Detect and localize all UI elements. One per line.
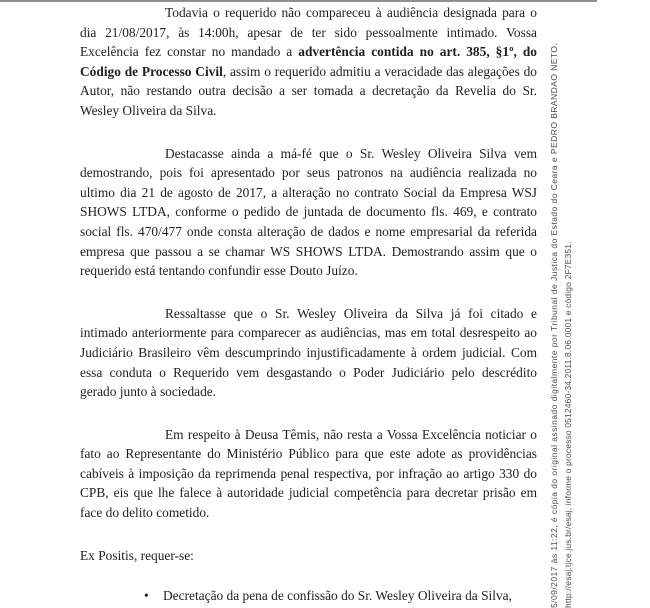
paragraph-ministerio-publico: Em respeito à Deusa Têmis, não resta a Vossa Excelência noticiar o fato ao Representante do Ministério Público para que este adote as providências cabíveis à imposição da reprimenda penal respectiva, por infração ao artigo 330 do CPB, eis que lhe falece à autoridade judicial competência para decretar prisão em face do delito cometido. (80, 426, 537, 521)
paragraph-ex-positis: Ex Positis, requer-se: (80, 547, 194, 563)
signature-stamp-line-2: http://esaj.tjce.jus.br/esaj, informe o processo 0512460-34.2011.8.06.0001 e código 2F7E351. (563, 241, 573, 608)
paragraph-desrespeito: Ressaltasse que o Sr. Wesley Oliveira da Silva já foi citado e intimado anteriormente para comparecer as audiências, mas em total desrespeito ao Judiciário Brasileiro vêm descumprindo injustificadamente à ordem judicial. Com essa conduta o Requerido vem desgastando o Poder Judiciário pelo descrédito gerado junto à sociedade. (80, 305, 537, 400)
list-item-text: Decretação da pena de confissão do Sr. Wesley Oliveira da Silva, (163, 588, 512, 604)
paragraph-revelia: Todavia o requerido não compareceu à audiência designada para o dia 21/08/2017, às 14:00h, apesar de ter sido pessoalmente intimado. Vossa Excelência fez constar no mandado a advertência contida no art. 385, §1º, do Código de Processo Civil, assim o requerido admitiu a veracidade das alegações do Autor, não restando outra decisão a ser tomada a decretação da Revelia do Sr. Wesley Oliveira da Silva. (80, 5, 537, 118)
bullet-icon: • (144, 588, 149, 604)
list-item (80, 586, 537, 606)
paragraph-ma-fe: Destacasse ainda a má-fé que o Sr. Wesley Oliveira Silva vem demostrando, pois foi apresentado por seus patronos na audiência realizada no ultimo dia 21 de agosto de 2017, a alteração no contrato Social da Empresa WSJ SHOWS LTDA, conforme o pedido de juntada de documento fls. 469, e contrato social fls. 470/477 onde consta alteração de dados e nome empresarial da referida empresa que passou a se chamar WS SHOWS LTDA. Demostrando assim que o requerido está tentando confundir esse Douto Juízo. (80, 145, 537, 279)
request-list (80, 586, 537, 606)
document-body (80, 2, 537, 606)
signature-stamp-line-1: 5/09/2017 às 11:22, é cópia do original assinado digitalmente por Tribunal de Justica do Estado do Ceara e PEDRO BRANDAO NETO. (549, 42, 559, 608)
